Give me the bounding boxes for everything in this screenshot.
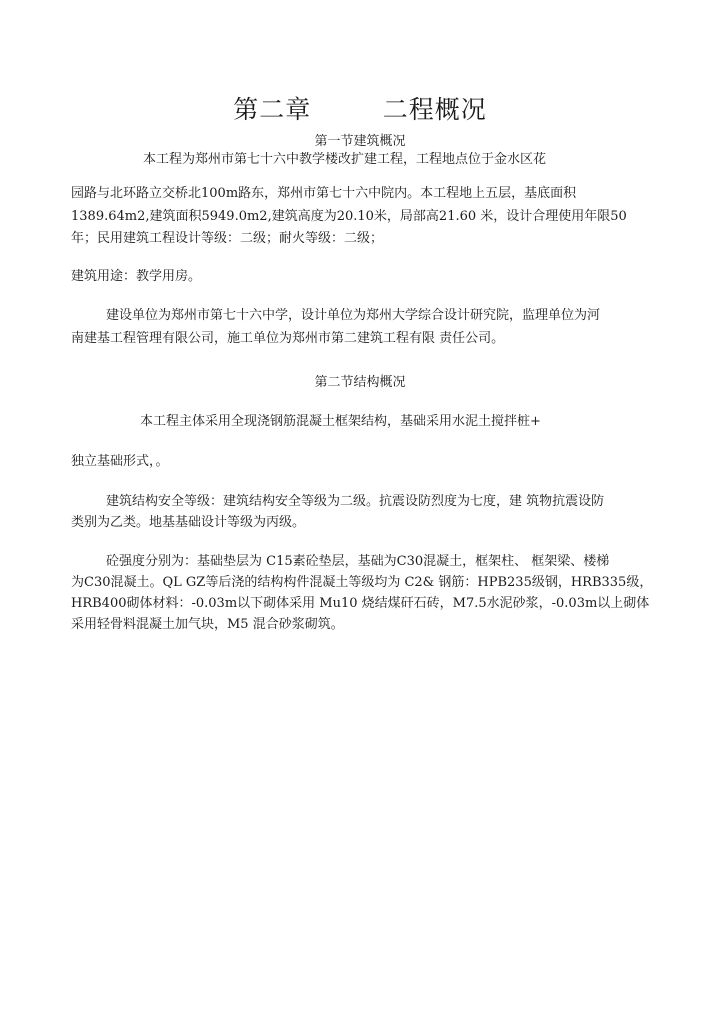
paragraph-line: 独立基础形式，。 [71, 454, 169, 469]
paragraph-line: 1389.64m2,建筑面积5949.0m2,建筑高度为20.10米，局部高21.60 米，设计合理使用年限50 [71, 209, 627, 224]
paragraph-line: 园路与北环路立交桥北100m路东，郑州市第七十六中院内。本工程地上五层，基底面积 [71, 186, 577, 201]
paragraph-line: 采用轻骨料混凝土加气块，M5 混合砂浆砌筑。 [71, 617, 344, 632]
paragraph-line: 砼强度分别为：基础垫层为 C15素砼垫层，基础为C30混凝土，框架柱、 框架梁、楼梯 [106, 554, 610, 569]
paragraph-line: 建筑结构安全等级：建筑结构安全等级为二级。抗震设防烈度为七度，建 筑物抗震设防 [106, 494, 605, 509]
paragraph-line: 本工程主体采用全现浇钢筋混凝土框架结构，基础采用水泥土搅拌桩+ [140, 414, 541, 429]
section-title-structure: 第二节结构概况 [314, 375, 406, 390]
section-title-building: 第一节建筑概况 [314, 134, 406, 149]
paragraph-line: HRB400砌体材料：-0.03m以下砌体采用 Mu10 烧结煤矸石砖，M7.5水泥砂浆，-0.03m以上砌体 [71, 596, 650, 611]
paragraph-line: 南建基工程管理有限公司，施工单位为郑州市第二建筑工程有限 责任公司。 [71, 331, 505, 346]
paragraph-line: 类别为乙类。地基基础设计等级为丙级。 [71, 515, 306, 530]
paragraph-line: 建设单位为郑州市第七十六中学，设计单位为郑州大学综合设计研究院，监理单位为河 [106, 308, 601, 323]
chapter-title: 第二章 二程概况 [233, 95, 487, 124]
paragraph-line: 建筑用途：教学用房。 [71, 269, 202, 284]
paragraph-line: 年；民用建筑工程设计等级：二级；耐火等级：二级； [71, 231, 384, 246]
paragraph-line: 为C30混凝土。QL GZ等后浇的结构构件混凝土等级均为 C2& 钢筋：HPB235级钢，HRB335级， [71, 575, 653, 590]
paragraph-line: 本工程为郑州市第七十六中教学楼改扩建工程，工程地点位于金水区花 [143, 152, 547, 167]
